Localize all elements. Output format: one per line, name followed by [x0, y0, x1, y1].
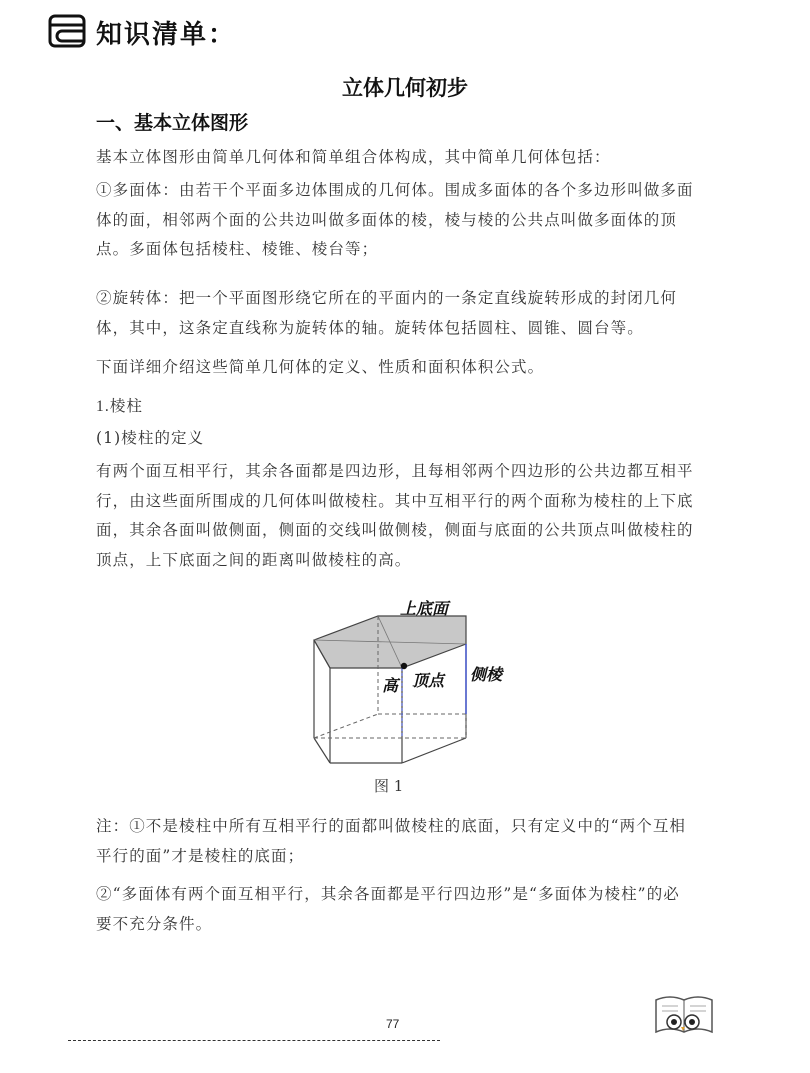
following-paragraph: 下面详细介绍这些简单几何体的定义、性质和面积体积公式。 [96, 358, 545, 376]
page-number: 77 [386, 1017, 400, 1031]
revolution-paragraph: ②旋转体：把一个平面图形绕它所在的平面内的一条定直线旋转形成的封闭几何体，其中，这条定直线称为旋转体的轴。旋转体包括圆柱、圆锥、圆台等。 [96, 289, 678, 337]
note-1: 注：①不是棱柱中所有互相平行的面都叫做棱柱的底面，只有定义中的“两个互相平行的面”才是棱柱的底面； [96, 817, 687, 865]
label-lateral-edge: 侧棱 [470, 665, 503, 684]
footer-divider [68, 1040, 440, 1041]
header-title: 知识清单： [96, 20, 237, 50]
prism-heading: 1.棱柱 [96, 398, 144, 415]
note-2: ②“多面体有两个面互相平行，其余各面都是平行四边形”是“多面体为棱柱”的必要不充分条件。 [96, 885, 680, 933]
figure-caption: 图 1 [374, 777, 404, 795]
intro-paragraph: 基本立体图形由简单几何体和简单组合体构成，其中简单几何体包括： [96, 148, 611, 166]
label-top-base: 上底面 [400, 599, 449, 618]
prism-figure [300, 598, 520, 773]
page-title: 立体几何初步 [342, 76, 468, 100]
prism-definition: 有两个面互相平行，其余各面都是四边形，且每相邻两个四边形的公共边都互相平行，由这些面所围成的几何体叫做棱柱。其中互相平行的两个面称为棱柱的上下底面，其余各面叫做侧面，侧面的交线叫做侧棱，侧面与底面的公共顶点叫做棱柱的顶点，上下底面之间的距离叫做棱柱的高。 [96, 462, 694, 569]
book-icon [48, 14, 86, 48]
owl-book-icon [652, 992, 716, 1036]
label-height: 高 [382, 676, 399, 695]
label-vertex: 顶点 [412, 671, 445, 690]
polyhedron-paragraph: ①多面体：由若干个平面多边体围成的几何体。围成多面体的各个多边形叫做多面体的面，相邻两个面的公共边叫做多面体的棱，棱与棱的公共点叫做多面体的顶点。多面体包括棱柱、棱锥、棱台等； [96, 181, 694, 258]
section-heading: 一、基本立体图形 [96, 112, 249, 134]
prism-definition-heading: (1)棱柱的定义 [96, 429, 205, 447]
